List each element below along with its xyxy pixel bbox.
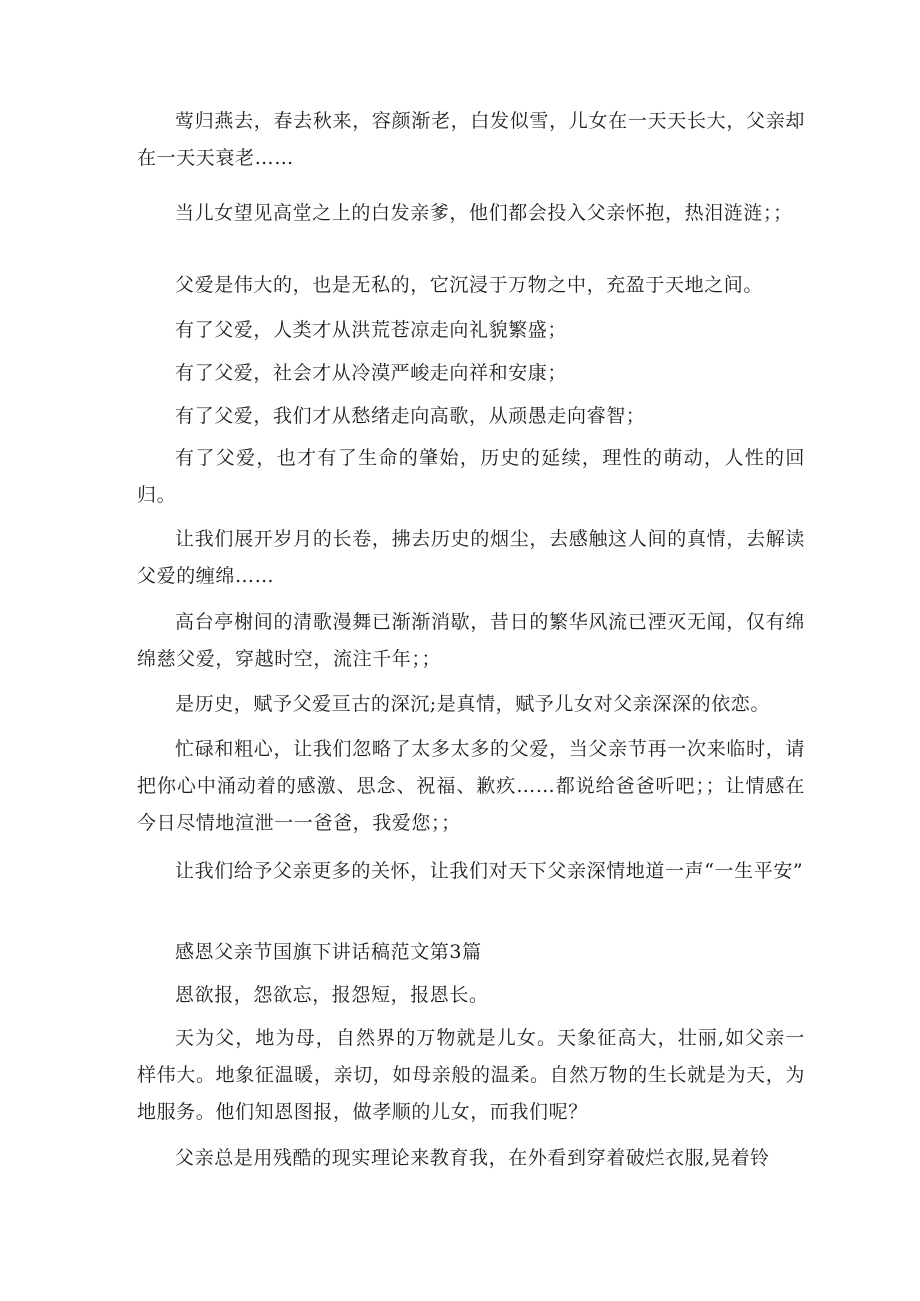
paragraph: 让我们展开岁月的长卷，拂去历史的烟尘，去感触这人间的真情，去解读父爱的缠绵…… — [137, 528, 805, 587]
paragraph: 父爱是伟大的，也是无私的，它沉浸于万物之中，充盈于天地之间。 — [175, 274, 764, 296]
paragraph: 是历史，赋予父爱亘古的深沉;是真情，赋予儿女对父亲深深的依恋。 — [175, 693, 771, 715]
paragraph: 有了父爱，人类才从洪荒苍凉走向礼貌繁盛； — [175, 319, 568, 341]
paragraph: 父亲总是用残酷的现实理论来教育我，在外看到穿着破烂衣服,晃着铃 — [175, 1147, 770, 1169]
paragraph: 让我们给予父亲更多的关怀，让我们对天下父亲深情地道一声“一生平安” — [175, 860, 804, 882]
section-heading: 感恩父亲节国旗下讲话稿范文第3篇 — [175, 941, 482, 963]
paragraph: 高台亭榭间的清歌漫舞已渐渐消歇，昔日的繁华风流已湮灭无闻，仅有绵绵慈父爱，穿越时空，流注千年；； — [137, 611, 805, 670]
paragraph: 当儿女望见高堂之上的白发亲爹，他们都会投入父亲怀抱，热泪涟涟；； — [175, 202, 793, 224]
paragraph: 有了父爱，社会才从冷漠严峻走向祥和安康； — [175, 362, 568, 384]
paragraph: 莺归燕去，春去秋来，容颜渐老，白发似雪，儿女在一天天长大，父亲却在一天天衰老…… — [137, 110, 805, 169]
paragraph: 恩欲报，怨欲忘，报怨短，报恩长。 — [175, 984, 489, 1006]
paragraph: 有了父爱，我们才从愁绪走向高歌，从顽愚走向睿智； — [175, 405, 646, 427]
paragraph: 天为父，地为母，自然界的万物就是儿女。天象征高大，壮丽,如父亲一样伟大。地象征温暖，亲切，如母亲般的温柔。自然万物的生长就是为天，为地服务。他们知恩图报，做孝顺的儿女，而我们呢？ — [137, 1027, 805, 1123]
paragraph: 忙碌和粗心，让我们忽略了太多太多的父爱，当父亲节再一次来临时，请把你心中涌动着的感激、思念、祝福、歉疚……都说给爸爸听吧；；让情感在今日尽情地渲泄一一爸爸，我爱您；； — [137, 738, 805, 834]
paragraph: 有了父爱，也才有了生命的肇始，历史的延续，理性的萌动，人性的回归。 — [137, 447, 805, 506]
